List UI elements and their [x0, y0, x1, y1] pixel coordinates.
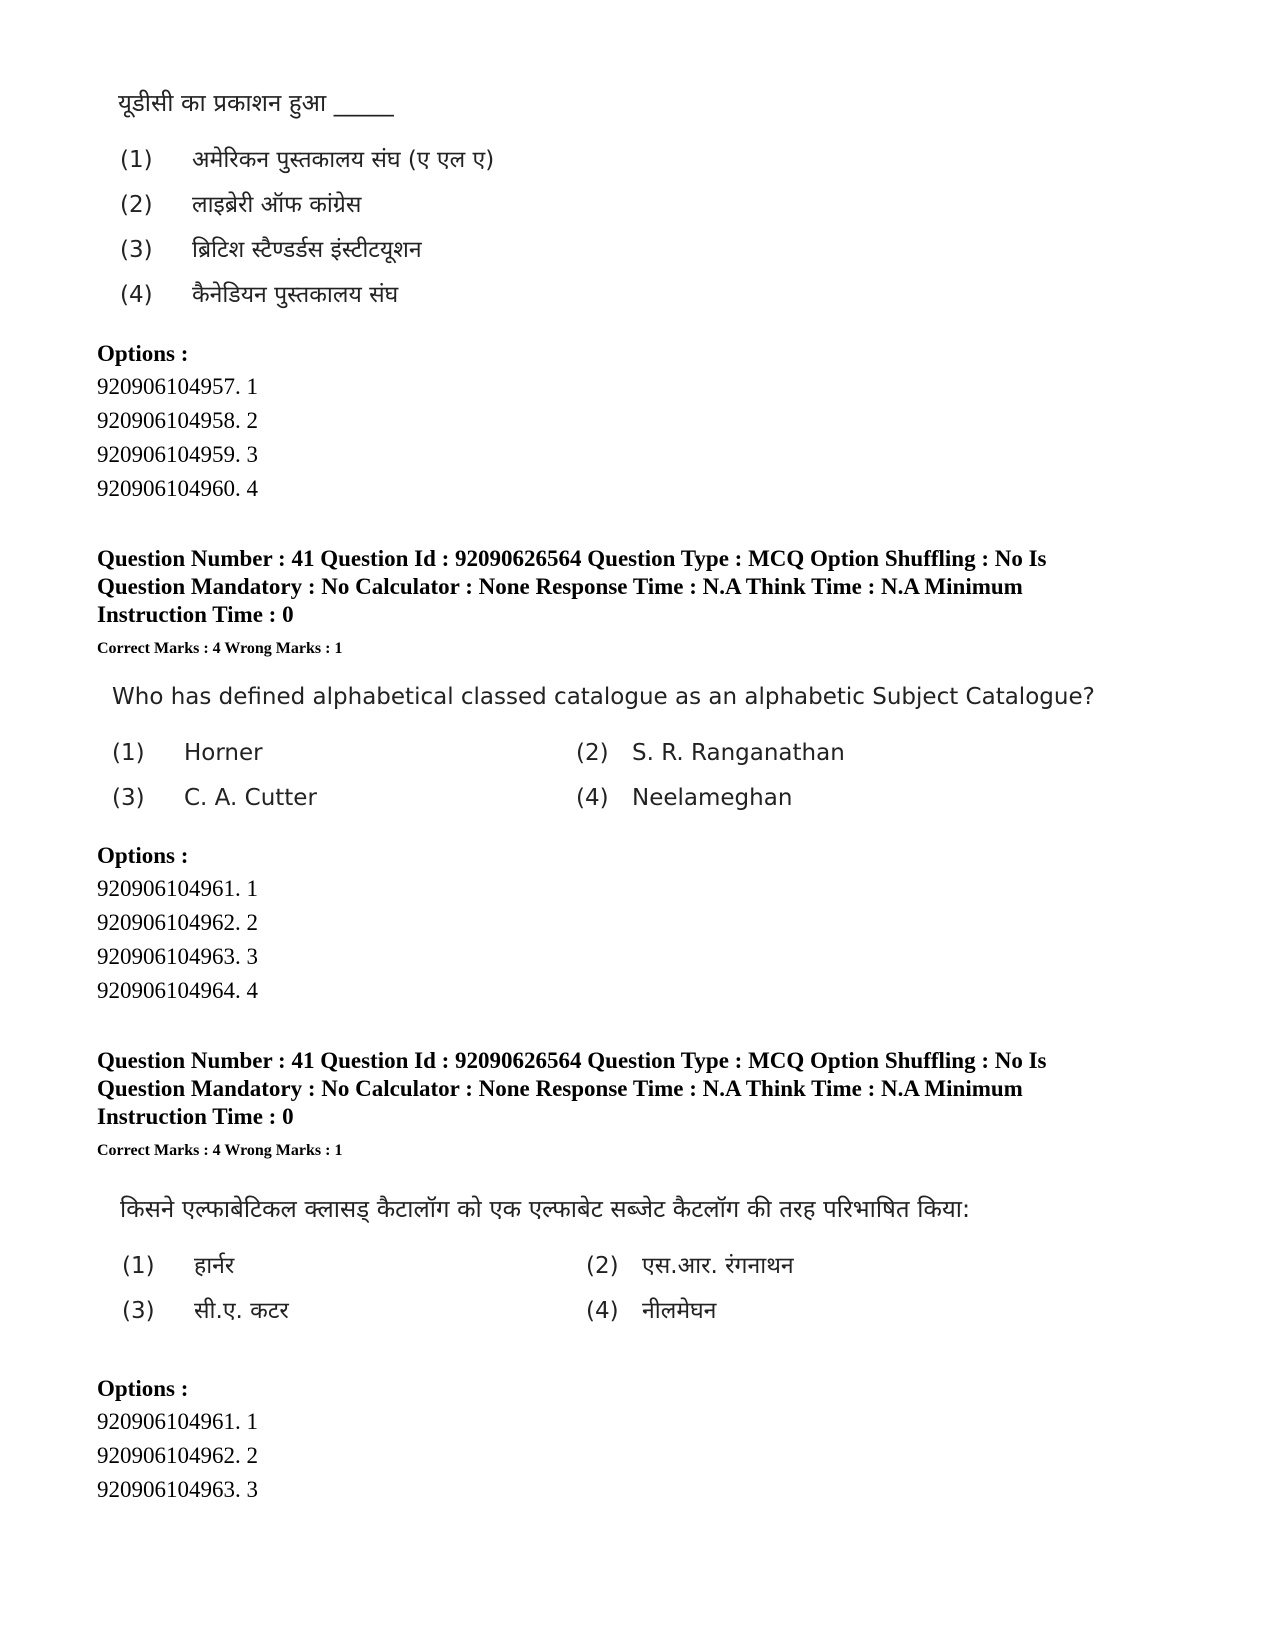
- choice-text: लाइब्रेरी ऑफ कांग्रेस: [192, 192, 362, 218]
- marks-line: Correct Marks : 4 Wrong Marks : 1: [97, 640, 343, 657]
- choice-text: C. A. Cutter: [184, 785, 317, 811]
- option-id: 920906104961. 1: [97, 1409, 258, 1434]
- option-id: 920906104964. 4: [97, 978, 258, 1003]
- choice-number: (3): [112, 785, 145, 811]
- choice-text: नीलमेघन: [642, 1298, 717, 1324]
- choice-row: [120, 232, 422, 264]
- choice-text: ब्रिटिश स्टैण्डर्डस इंस्टीटयूशन: [192, 237, 422, 263]
- choice-row: [122, 1293, 716, 1325]
- question-meta-line: Question Mandatory : No Calculator : None Response Time : N.A Think Time : N.A Minimum: [97, 1076, 1023, 1101]
- q41-hi-options: [97, 1375, 258, 1507]
- option-id: 920906104963. 3: [97, 944, 258, 969]
- choice-number: (2): [576, 740, 609, 766]
- option-id: 920906104957. 1: [97, 374, 258, 399]
- choice-row: [120, 277, 398, 309]
- choice-text: Neelameghan: [632, 785, 793, 811]
- choice-text: एस.आर. रंगनाथन: [642, 1253, 794, 1279]
- choice-number: (3): [120, 237, 153, 263]
- choice-row: [120, 142, 494, 174]
- question-meta-line: Instruction Time : 0: [97, 602, 294, 627]
- question-meta-line: Instruction Time : 0: [97, 1104, 294, 1129]
- choice-number: (1): [122, 1253, 155, 1279]
- choice-text: S. R. Ranganathan: [632, 740, 845, 766]
- option-id: 920906104962. 2: [97, 1443, 258, 1468]
- choice-row: [122, 1248, 794, 1280]
- options-heading: Options :: [97, 341, 189, 366]
- question-stem: यूडीसी का प्रकाशन हुआ _____: [118, 89, 394, 117]
- choice-number: (3): [122, 1298, 155, 1324]
- option-id: 920906104958. 2: [97, 408, 258, 433]
- q41-hi-meta: [97, 1047, 1047, 1165]
- q41-en-meta: [97, 545, 1047, 663]
- question-meta-line: Question Mandatory : No Calculator : None Response Time : N.A Think Time : N.A Minimum: [97, 574, 1023, 599]
- option-id: 920906104959. 3: [97, 442, 258, 467]
- choice-number: (4): [586, 1298, 619, 1324]
- choice-text: अमेरिकन पुस्तकालय संघ (ए एल ए): [192, 147, 495, 173]
- choice-row: [120, 187, 361, 219]
- option-id: 920906104962. 2: [97, 910, 258, 935]
- option-id: 920906104960. 4: [97, 476, 258, 501]
- choice-text: Horner: [184, 740, 263, 766]
- q40-options: [97, 340, 258, 506]
- choice-number: (4): [120, 282, 153, 308]
- options-heading: Options :: [97, 1376, 189, 1401]
- question-stem: Who has defined alphabetical classed catalogue as an alphabetic Subject Catalogue?: [112, 684, 1095, 710]
- option-id: 920906104963. 3: [97, 1477, 258, 1502]
- option-id: 920906104961. 1: [97, 876, 258, 901]
- choice-number: (2): [120, 192, 153, 218]
- choice-text: हार्नर: [194, 1253, 235, 1279]
- choice-number: (2): [586, 1253, 619, 1279]
- question-meta-line: Question Number : 41 Question Id : 92090626564 Question Type : MCQ Option Shuffling : No Is: [97, 546, 1047, 571]
- q41-en-options: [97, 842, 258, 1008]
- options-heading: Options :: [97, 843, 189, 868]
- choice-row: [112, 740, 845, 766]
- question-meta-line: Question Number : 41 Question Id : 92090626564 Question Type : MCQ Option Shuffling : No Is: [97, 1048, 1047, 1073]
- choice-text: सी.ए. कटर: [194, 1298, 289, 1324]
- choice-number: (1): [112, 740, 145, 766]
- choice-text: कैनेडियन पुस्तकालय संघ: [192, 282, 399, 308]
- choice-number: (1): [120, 147, 153, 173]
- choice-number: (4): [576, 785, 609, 811]
- choice-row: [112, 785, 792, 811]
- marks-line: Correct Marks : 4 Wrong Marks : 1: [97, 1142, 343, 1159]
- question-stem: किसने एल्फाबेटिकल क्लासड् कैटालॉग को एक एल्फाबेट सब्जेट कैटलॉग की तरह परिभाषित किया:: [120, 1195, 971, 1223]
